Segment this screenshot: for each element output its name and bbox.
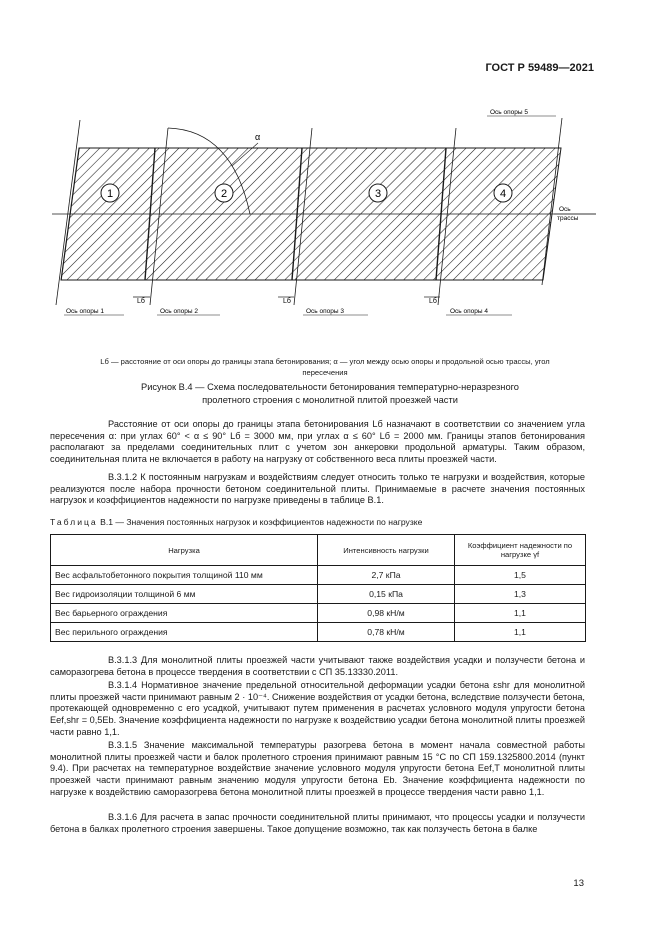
zone-1-label: 1	[106, 188, 114, 200]
table-row: Вес барьерного ограждения 0,98 кН/м 1,1	[51, 604, 586, 623]
table-row: Вес гидроизоляции толщиной 6 мм 0,15 кПа 1,3	[51, 585, 586, 604]
angle-alpha-label: α	[255, 132, 261, 142]
axis-support-4-label: Ось опоры 4	[450, 308, 488, 315]
document-header: ГОСТ Р 59489—2021	[485, 62, 594, 74]
route-axis-label-1: Ось	[559, 206, 571, 213]
table-header-row	[51, 535, 586, 566]
paragraph: В.3.1.5 Значение максимальной температуры разогрева бетона в момент начала совместной работы монолитной плиты проезжей части и балок пролетного строения принимают равным 15 °С по СП 159.1325800.2014 (пункт 9.4). При расчетах на температурное воздействие значение условного модуля упругости бетона Eef,T монолитной плиты проезжей части принимают равным значению модуля упругости бетона Eb. Значение коэффициента надежности по нагрузке к воздействию саморазогрева бетона монолитной плиты проезжей в процессе твердения части равно 1,1.	[50, 740, 585, 797]
paragraph: В.3.1.4 Нормативное значение предельной относительной деформации усадки бетона εshr для монолитной плиты проезжей части принимают равным 2 · 10⁻⁴. Снижение воздействия от усадки бетона, вследствие ползучести бетона, протекающей одновременно с его усадкой, учитывают путем применения в расчетах условного модуля упругости бетона Eef,shr = 0,5Eb. Значение коэффициента надежности по нагрузке к воздействию усадки бетона монолитной плиты проезжей части равно 1,1.	[50, 680, 585, 737]
table-row: Вес перильного ограждения 0,78 кН/м 1,1	[51, 623, 586, 642]
dim-lb-1: Lб	[137, 298, 145, 305]
axis-support-2-label: Ось опоры 2	[160, 308, 198, 315]
figure-caption: Рисунок В.4 — Схема последовательности бетонирования температурно-неразрезного пролетного строения с монолитной плитой проезжей части	[141, 382, 519, 405]
table-header: Нагрузка	[51, 535, 318, 566]
paragraph: В.3.1.3 Для монолитной плиты проезжей части учитывают также воздействия усадки и ползучести бетона и саморазогрева бетона в процессе твердения в соответствии с СП 35.13330.2011.	[50, 655, 585, 677]
table-header: Интенсивность нагрузки	[318, 535, 455, 566]
paragraph: В.3.1.2 К постоянным нагрузкам и воздействиям следует относить только те нагрузки и воздействия, которые реализуются после набора прочности бетоном соединительной плиты. Принимаемые в расчете значения постоянных нагрузок и коэффициентов надежности по нагрузке приведены в таблице В.1.	[50, 472, 585, 506]
loads-table	[50, 534, 586, 642]
paragraph: Расстояние от оси опоры до границы этапа бетонирования Lб назначают в соответствии со значением угла пересечения α: при углах 60° < α ≤ 90° Lб = 3000 мм, при углах α ≤ 60° Lб = 2000 мм. Границы этапов бетонирования располагают за пределами соединительных плит с учетом зон анкеровки продольной арматуры. Таким образом, соединительная плита не включается в работу на нагрузку от собственного веса плиты проезжей части.	[50, 419, 585, 465]
zone-2-label: 2	[220, 188, 228, 200]
page-number: 13	[573, 878, 584, 889]
concreting-scheme-figure	[0, 0, 661, 350]
zone-4-label: 4	[499, 188, 507, 200]
route-axis-label-2: трассы	[557, 215, 579, 222]
dim-lb-3: Lб	[429, 298, 437, 305]
figure-legend: Lб — расстояние от оси опоры до границы этапа бетонирования; α — угол между осью опоры и продольной осью трассы, угол пересечения	[100, 357, 550, 377]
table-header: Коэффициент надежности по нагрузке γf	[455, 535, 586, 566]
axis-support-1-label: Ось опоры 1	[66, 308, 104, 315]
paragraph: В.3.1.6 Для расчета в запас прочности соединительной плиты принимают, что процессы усадки и ползучести бетона в балках пролетного строения завершены. Такое допущение возможно, так как ползучесть бетона в балке	[50, 812, 585, 834]
table-caption: Таблица В.1 — Значения постоянных нагрузок и коэффициентов надежности по нагрузке	[50, 517, 423, 527]
dim-lb-2: Lб	[283, 298, 291, 305]
axis-support-3-label: Ось опоры 3	[306, 308, 344, 315]
zone-3-label: 3	[374, 188, 382, 200]
axis-support-5-label: Ось опоры 5	[490, 109, 528, 116]
table-row: Вес асфальтобетонного покрытия толщиной 110 мм 2,7 кПа 1,5	[51, 566, 586, 585]
